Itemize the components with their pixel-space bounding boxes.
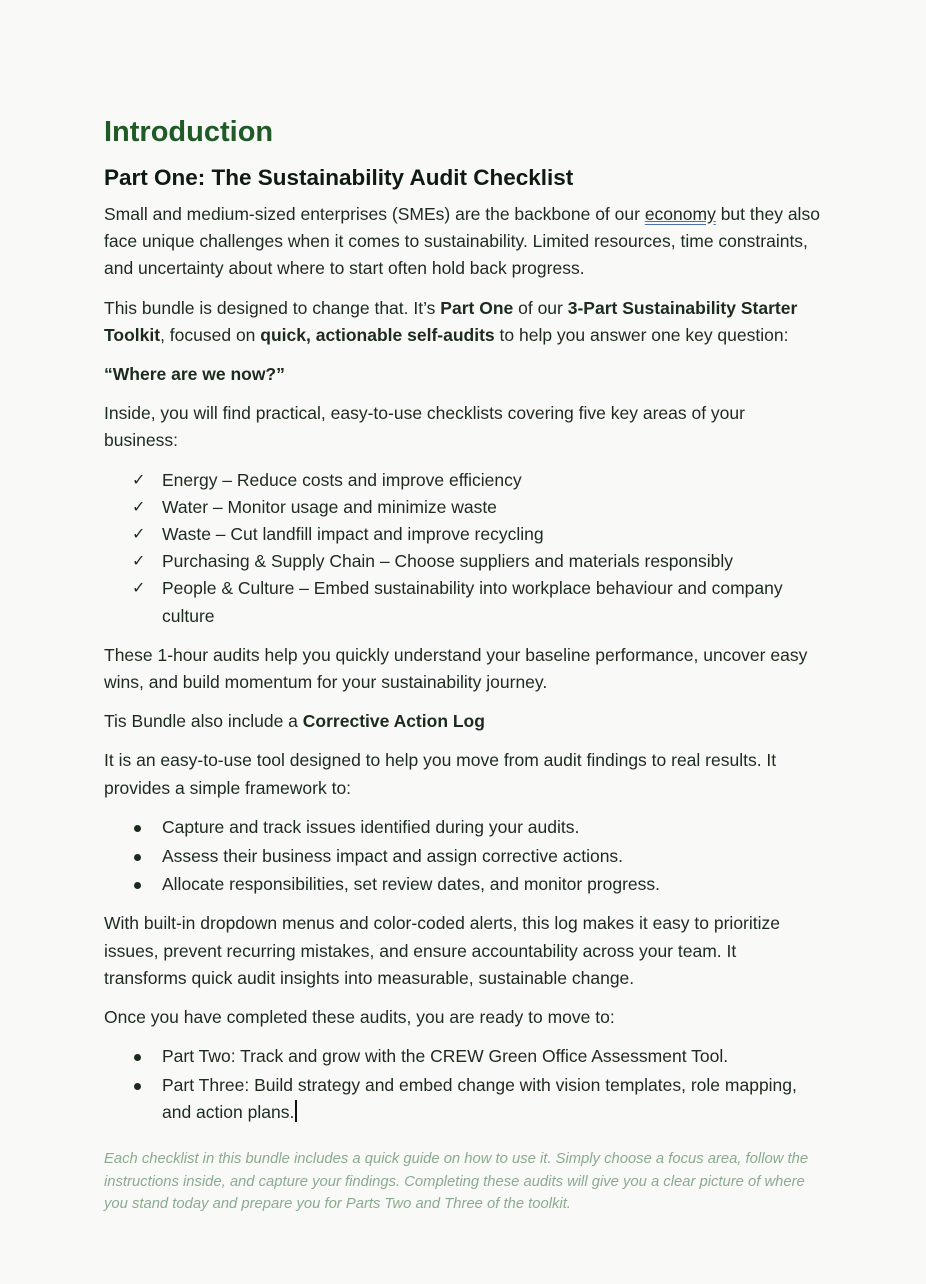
list-item: Assess their business impact and assign corrective actions. — [104, 843, 822, 870]
list-item: Allocate responsibilities, set review dates, and monitor progress. — [104, 871, 822, 898]
checkmark-icon: ✓ — [132, 498, 146, 516]
checkmark-icon: ✓ — [132, 471, 146, 489]
heading-introduction: Introduction — [104, 116, 274, 148]
list-item[interactable]: Part Three: Build strategy and embed change with vision templates, role mapping, and action plans. — [104, 1072, 822, 1126]
list-item: ✓ Purchasing & Supply Chain – Choose suppliers and materials responsibly — [104, 548, 822, 575]
bullet-icon — [134, 854, 141, 861]
bullet-list-framework — [104, 814, 822, 899]
checklist-areas — [104, 467, 822, 630]
paragraph-intro: Small and medium-sized enterprises (SMEs) are the backbone of our economy but they also face unique challenges when it comes to sustainability. Limited resources, time constraints, and uncertainty about where to start often hold back progress. — [104, 204, 820, 279]
list-item: Part Two: Track and grow with the CREW Green Office Assessment Tool. — [104, 1043, 822, 1070]
paragraph-inside: Inside, you will find practical, easy-to-use checklists covering five key areas of your business: — [104, 403, 745, 451]
paragraph-next: Once you have completed these audits, you are ready to move to: — [104, 1007, 615, 1028]
checkmark-icon: ✓ — [132, 580, 146, 598]
paragraph-dropdowns: With built-in dropdown menus and color-coded alerts, this log makes it easy to prioritize issues, prevent recurring mistakes, and ensure accountability across your team. It transforms quick audit insights into measurable, sustainable change. — [104, 913, 781, 988]
document-body — [104, 113, 822, 1216]
list-item: ✓ Water – Monitor usage and minimize waste — [104, 494, 822, 521]
paragraph-tool: It is an easy-to-use tool designed to help you move from audit findings to real results. It provides a simple framework to: — [104, 750, 777, 798]
checkmark-icon: ✓ — [132, 553, 146, 571]
list-item: ✓ People & Culture – Embed sustainability into workplace behaviour and company culture — [104, 575, 822, 629]
text-cursor — [295, 1100, 297, 1122]
subheading-part-one: Part One: The Sustainability Audit Checklist — [104, 165, 574, 190]
bullet-icon — [134, 1083, 141, 1090]
bullet-list-next-parts — [104, 1043, 822, 1126]
paragraph-action-log: Tis Bundle also include a Corrective Action Log — [104, 711, 485, 732]
paragraph-audits: These 1-hour audits help you quickly understand your baseline performance, uncover easy wins, and build momentum for your sustainability journey. — [104, 644, 808, 693]
paragraph-bundle: This bundle is designed to change that. It’s Part One of our 3-Part Sustainability Starter Toolkit, focused on quick, actionable self-audits to help you answer one key question: — [104, 297, 798, 345]
checkmark-icon: ✓ — [132, 526, 146, 544]
bullet-icon — [134, 1054, 141, 1061]
bullet-icon — [134, 882, 141, 889]
list-item: ✓ Waste – Cut landfill impact and improve recycling — [104, 521, 822, 548]
bullet-icon — [134, 825, 141, 832]
spellcheck-word-economy[interactable]: economy — [644, 204, 716, 224]
list-item: ✓ Energy – Reduce costs and improve efficiency — [104, 467, 822, 494]
list-item: Capture and track issues identified during your audits. — [104, 814, 822, 841]
paragraph-question: “Where are we now?” — [104, 364, 285, 385]
footnote-guide: Each checklist in this bundle includes a quick guide on how to use it. Simply choose a focus area, follow the instructions inside, and capture your findings. Completing these audits will give you a clear picture of where you stand today and prepare you for Parts Two and Three of the toolkit. — [104, 1151, 809, 1213]
